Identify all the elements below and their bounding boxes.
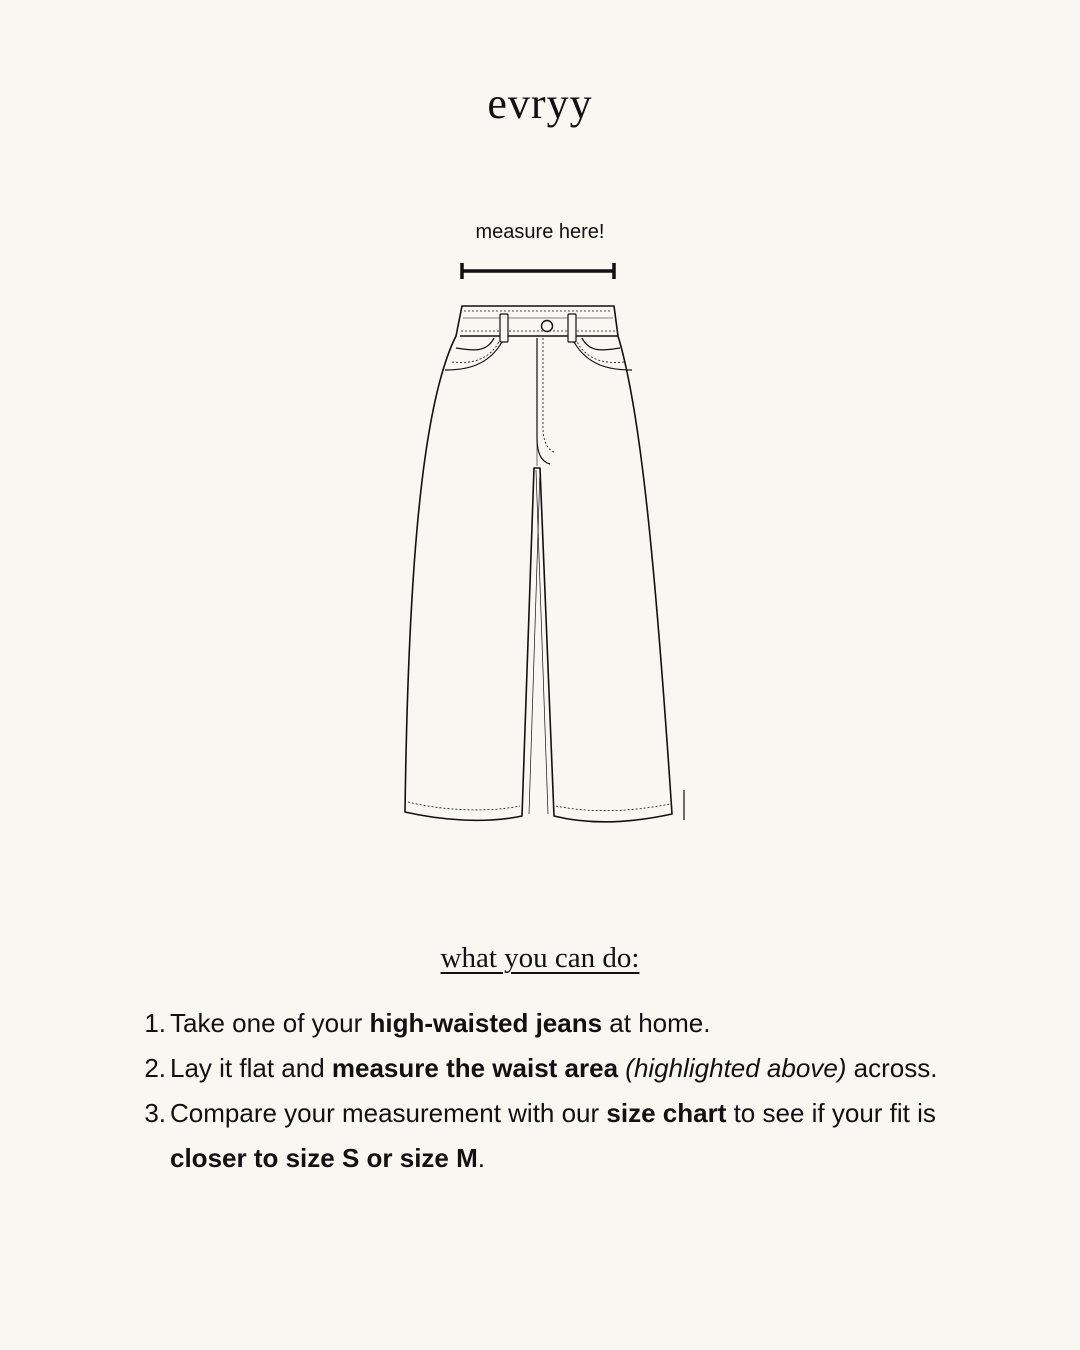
step-emphasis: closer to size S or size M <box>170 1143 478 1173</box>
jeans-button <box>542 321 553 332</box>
list-item <box>140 1091 960 1181</box>
step-text: . <box>477 1143 486 1173</box>
step-text: Compare your measurement with our <box>170 1098 607 1128</box>
brand-logo: evryy <box>487 79 593 128</box>
step-note: (highlighted above) <box>625 1053 847 1083</box>
step-text: to see if your fit is <box>726 1098 936 1128</box>
step-number: 1. <box>144 1008 166 1038</box>
step-emphasis: high-waisted jeans <box>369 1008 603 1038</box>
step-emphasis: measure the waist area <box>331 1053 619 1083</box>
step-text: across. <box>846 1053 938 1083</box>
step-number: 2. <box>144 1053 166 1083</box>
step-emphasis: size chart <box>606 1098 727 1128</box>
list-item <box>140 1001 960 1046</box>
measure-here-label: measure here! <box>475 221 605 243</box>
step-number: 3. <box>144 1098 166 1128</box>
wide-leg-jeans-icon <box>390 258 700 828</box>
step-text: at home. <box>602 1008 711 1038</box>
step-text: Lay it flat and <box>170 1053 332 1083</box>
jeans-outline <box>405 306 672 822</box>
list-item <box>140 1046 960 1091</box>
section-heading: what you can do: <box>440 942 640 974</box>
step-text: Take one of your <box>170 1008 370 1038</box>
instructions-list <box>140 1001 960 1181</box>
measurement-bar <box>462 263 614 279</box>
